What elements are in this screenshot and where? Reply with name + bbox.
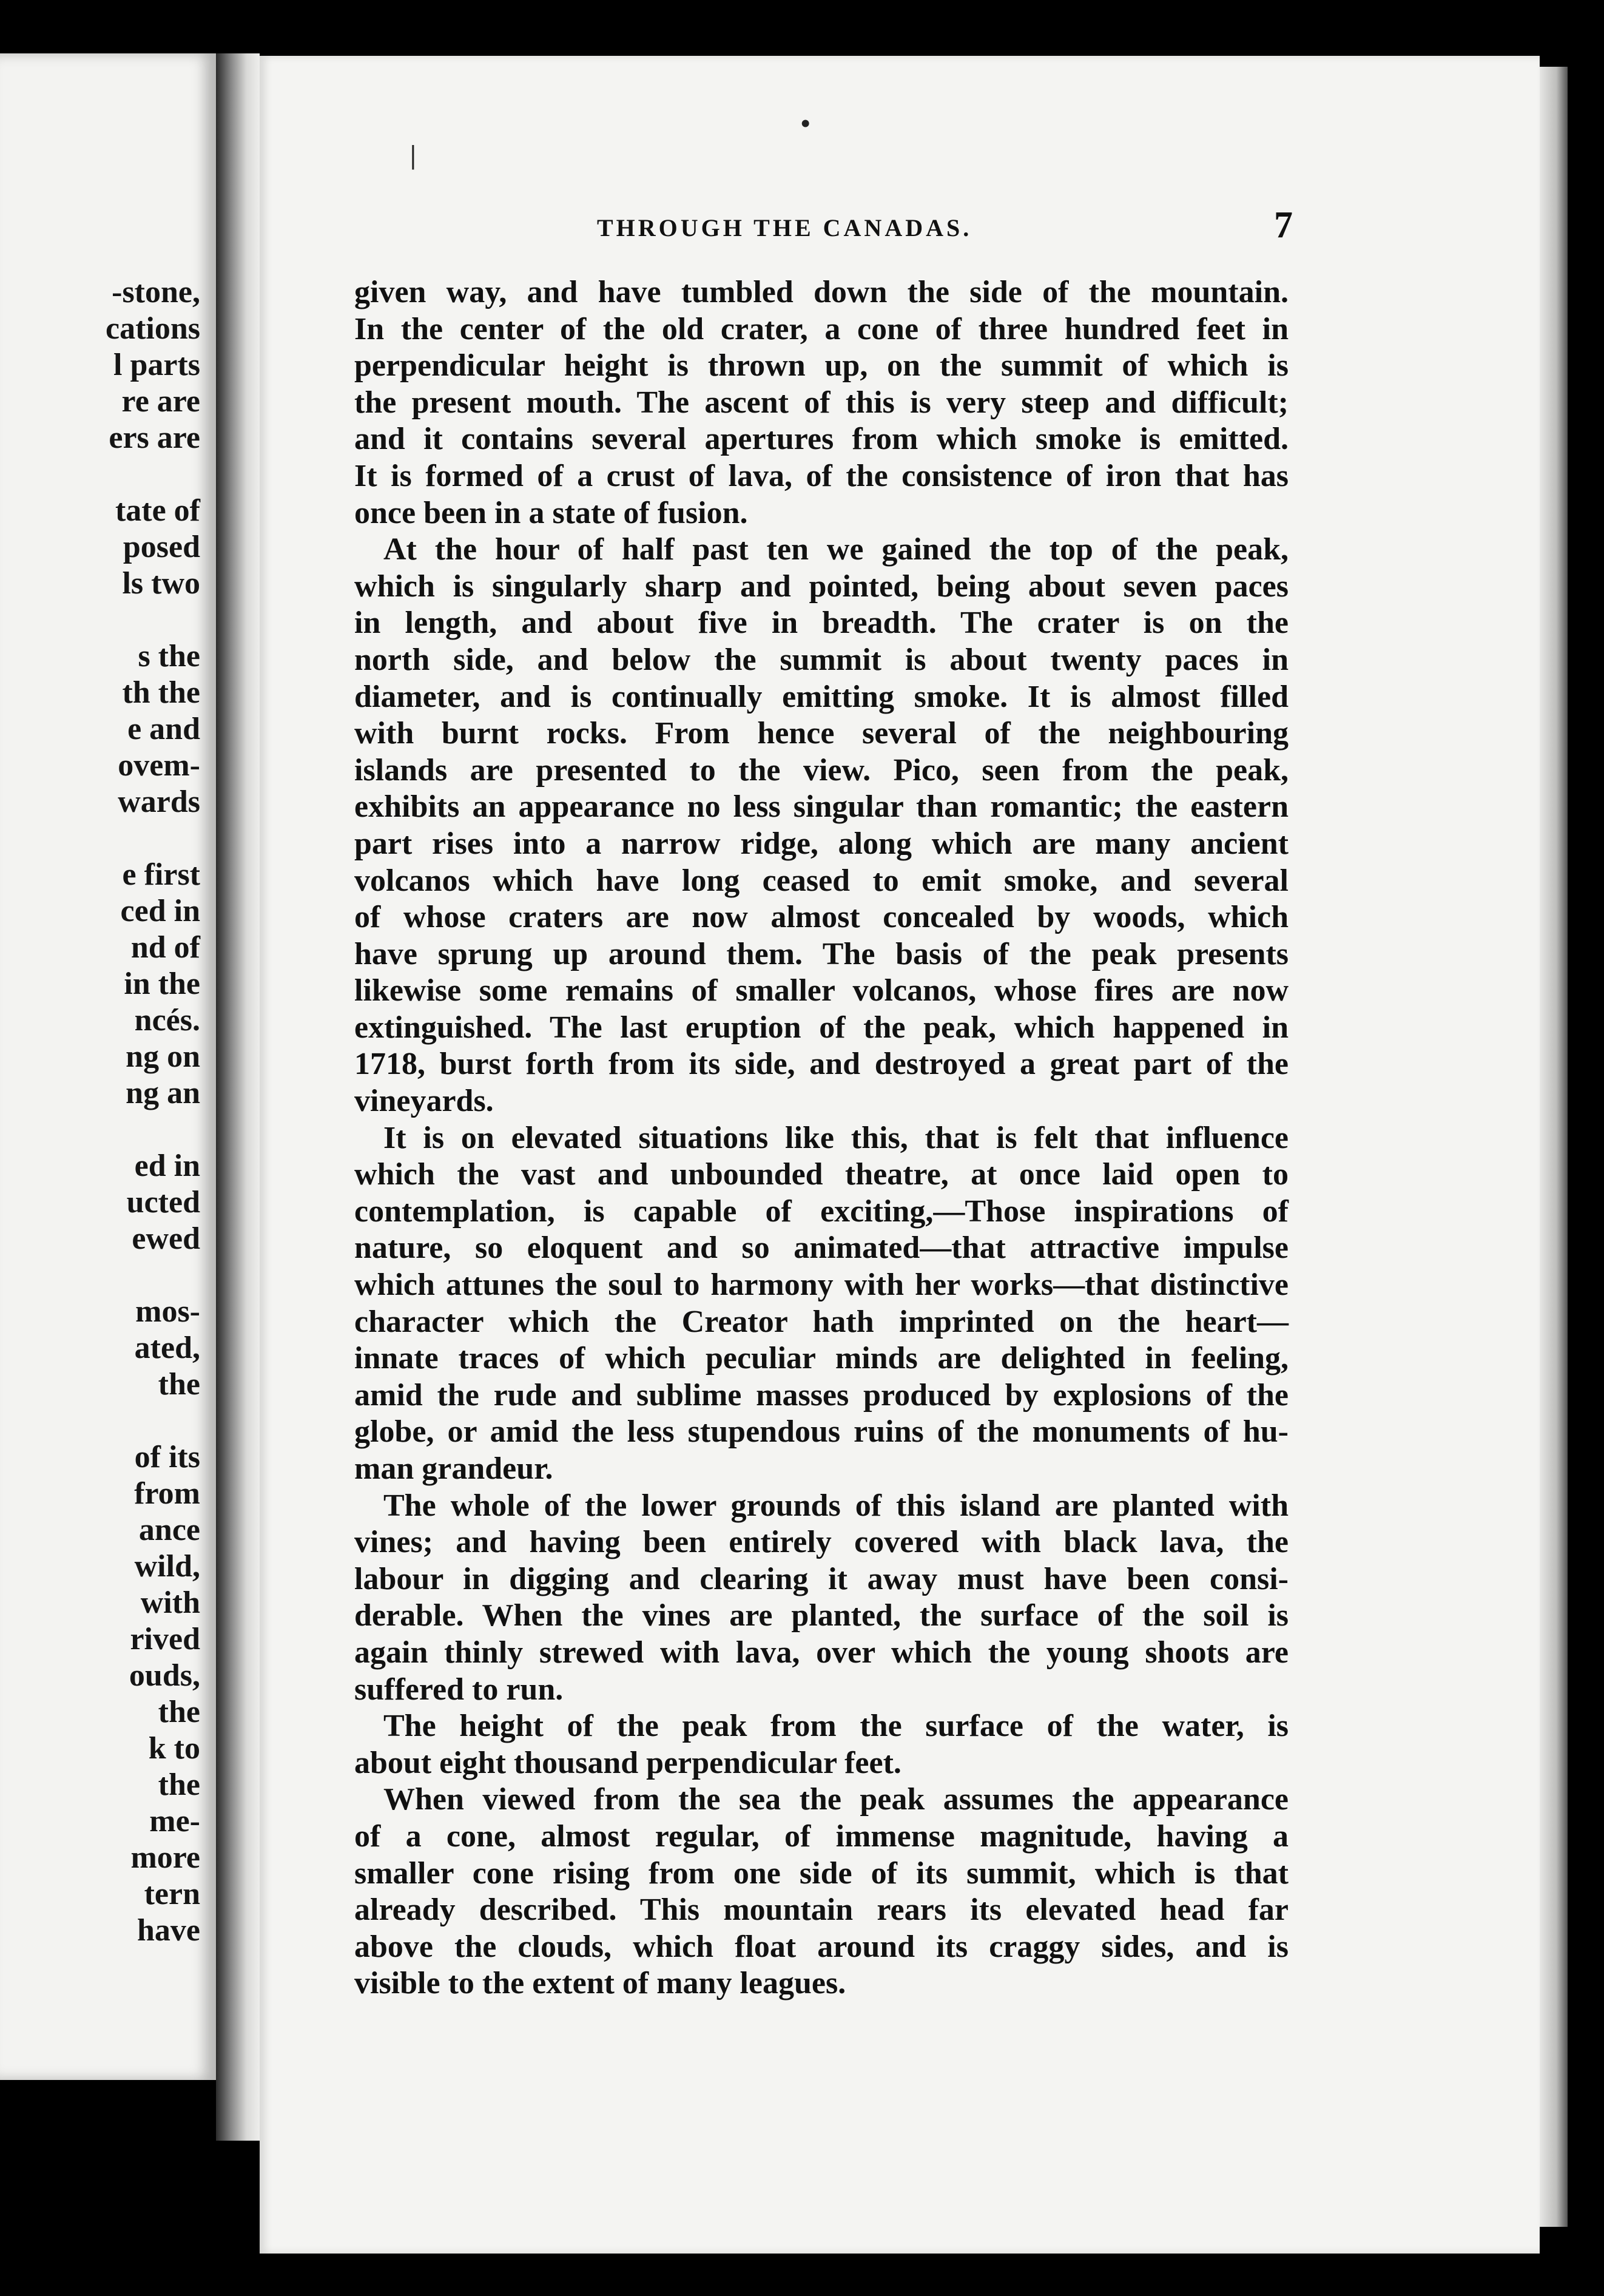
left-page-line: tate of [115, 493, 200, 528]
left-page-line: more [130, 1840, 200, 1875]
left-page-line: have [137, 1913, 200, 1948]
text-line: given way, and have tumbled down the side of the mountain. [354, 275, 1289, 309]
left-page-line: ng an [126, 1076, 200, 1110]
text-line: islands are presented to the view. Pico, seen from the peak, [354, 752, 1289, 788]
left-page-line: ers are [109, 420, 200, 455]
left-page-line: k to [148, 1731, 200, 1766]
text-line: amid the rude and sublime masses produced by explosions of the [354, 1377, 1289, 1413]
body-text [354, 274, 1289, 2002]
text-line: vines; and having been entirely covered with black lava, the [354, 1525, 1289, 1560]
text-line: with burnt rocks. From hence several of the neighbouring [354, 716, 1289, 751]
left-page-line: ance [138, 1513, 200, 1547]
left-page-line: of its [134, 1440, 200, 1474]
page-edge [1540, 67, 1568, 2227]
text-line: of whose craters are now almost concealed by woods, which [354, 900, 1289, 935]
text-line: labour in digging and clearing it away must have been consi- [354, 1561, 1289, 1596]
text-line: diameter, and is continually emitting smoke. It is almost filled [354, 679, 1289, 714]
book-gutter [216, 53, 260, 2141]
text-line: contemplation, is capable of exciting,—Those inspirations of [354, 1194, 1289, 1229]
left-page-line: s the [138, 639, 200, 674]
left-page-line: cations [106, 311, 200, 346]
left-page-line: tern [144, 1877, 200, 1911]
text-line: perpendicular height is thrown up, on the summit of which is [354, 348, 1289, 383]
left-page-line: rived [130, 1622, 200, 1656]
text-line: volcanos which have long ceased to emit smoke, and several [354, 863, 1289, 898]
paragraph [354, 1488, 1289, 1709]
left-page-line: ed in [134, 1149, 200, 1183]
text-line: At the hour of half past ten we gained the top of the peak, [383, 532, 1289, 567]
page-number: 7 [1274, 204, 1293, 246]
text-line: visible to the extent of many leagues. [354, 1966, 846, 2001]
text-line: It is on elevated situations like this, that is felt that influence [383, 1120, 1289, 1155]
text-line: innate traces of which peculiar minds are delighted in feeling, [354, 1341, 1289, 1376]
text-line: already described. This mountain rears its elevated head far [354, 1893, 1289, 1928]
text-line: likewise some remains of smaller volcanos, whose fires are now [354, 973, 1289, 1008]
text-line: When viewed from the sea the peak assumes the appearance [383, 1782, 1289, 1817]
text-line: again thinly strewed with lava, over which the young shoots are [354, 1635, 1289, 1670]
left-page-line: ovem- [118, 748, 200, 783]
text-line: have sprung up around them. The basis of the peak presents [354, 936, 1289, 971]
paragraph [354, 1781, 1289, 2002]
left-page-line: ls two [122, 566, 200, 601]
left-page-line: e and [127, 712, 200, 746]
left-page-line: ewed [132, 1221, 200, 1256]
left-page-line: l parts [113, 348, 200, 382]
left-page-line: wild, [134, 1549, 200, 1584]
left-page-line: th the [122, 675, 200, 710]
text-line: nature, so eloquent and so animated—that attractive impulse [354, 1231, 1289, 1266]
text-line: man grandeur. [354, 1451, 553, 1486]
text-line: about eight thousand perpendicular feet. [354, 1745, 901, 1780]
left-page-line: ncés. [134, 1003, 200, 1038]
text-line: which is singularly sharp and pointed, being about seven paces [354, 569, 1289, 604]
left-page-line: the [158, 1768, 200, 1802]
left-page-line: nd of [130, 930, 200, 965]
text-line: derable. When the vines are planted, the surface of the soil is [354, 1598, 1289, 1633]
text-line: above the clouds, which float around its craggy sides, and is [354, 1929, 1289, 1964]
running-head: THROUGH THE CANADAS. [597, 214, 972, 241]
left-page-line: from [134, 1476, 200, 1511]
text-line: character which the Creator hath imprinted on the heart— [354, 1304, 1289, 1339]
left-page-line: ucted [126, 1185, 200, 1220]
text-line: The height of the peak from the surface of the water, is [383, 1709, 1289, 1744]
left-page-line: ated, [134, 1331, 200, 1365]
text-line: the present mouth. The ascent of this is very steep and difficult; [354, 385, 1289, 420]
previous-page-fragment [0, 53, 216, 2080]
left-page-line: ced in [120, 894, 200, 928]
left-page-line: me- [149, 1804, 200, 1838]
paragraph [354, 1120, 1289, 1488]
text-line: which attunes the soul to harmony with her works—that distinctive [354, 1268, 1289, 1303]
ink-speck: | [410, 140, 416, 170]
text-line: exhibits an appearance no less singular than romantic; the eastern [354, 789, 1289, 825]
left-page-line: the [158, 1695, 200, 1729]
text-line: which the vast and unbounded theatre, at once laid open to [354, 1157, 1289, 1192]
paragraph [354, 532, 1289, 1120]
text-line: In the center of the old crater, a cone of three hundred feet in [354, 311, 1289, 346]
left-page-line: wards [118, 785, 200, 819]
paragraph [354, 274, 1289, 532]
text-line: 1718, burst forth from its side, and destroyed a great part of the [354, 1047, 1289, 1082]
text-line: suffered to run. [354, 1672, 564, 1707]
left-page-line: the [158, 1367, 200, 1402]
left-page-line: in the [124, 967, 200, 1001]
left-page-line: posed [123, 530, 200, 564]
text-line: in length, and about five in breadth. The crater is on the [354, 606, 1289, 641]
left-page-line: ng on [126, 1039, 200, 1074]
text-line: smaller cone rising from one side of its summit, which is that [354, 1855, 1289, 1891]
text-line: once been in a state of fusion. [354, 495, 748, 530]
left-page-line: e first [122, 857, 200, 892]
text-line: extinguished. The last eruption of the peak, which happened in [354, 1010, 1289, 1045]
text-line: of a cone, almost regular, of immense magnitude, having a [354, 1818, 1289, 1854]
left-page-line: with [140, 1585, 200, 1620]
ink-speck: • [801, 109, 810, 138]
left-page-line: -stone, [112, 275, 200, 309]
text-line: vineyards. [354, 1084, 494, 1119]
text-line: The whole of the lower grounds of this island are planted with [383, 1488, 1289, 1523]
left-page-line: mos- [135, 1294, 200, 1329]
text-line: part rises into a narrow ridge, along which are many ancient [354, 826, 1289, 861]
text-line: globe, or amid the less stupendous ruins of the monuments of hu- [354, 1414, 1289, 1450]
left-page-line: re are [121, 384, 200, 419]
text-line: north side, and below the summit is about twenty paces in [354, 642, 1289, 677]
text-line: and it contains several apertures from which smoke is emitted. [354, 422, 1289, 457]
text-line: It is formed of a crust of lava, of the consistence of iron that has [354, 458, 1289, 493]
paragraph [354, 1708, 1289, 1781]
left-page-line: ouds, [129, 1658, 200, 1693]
